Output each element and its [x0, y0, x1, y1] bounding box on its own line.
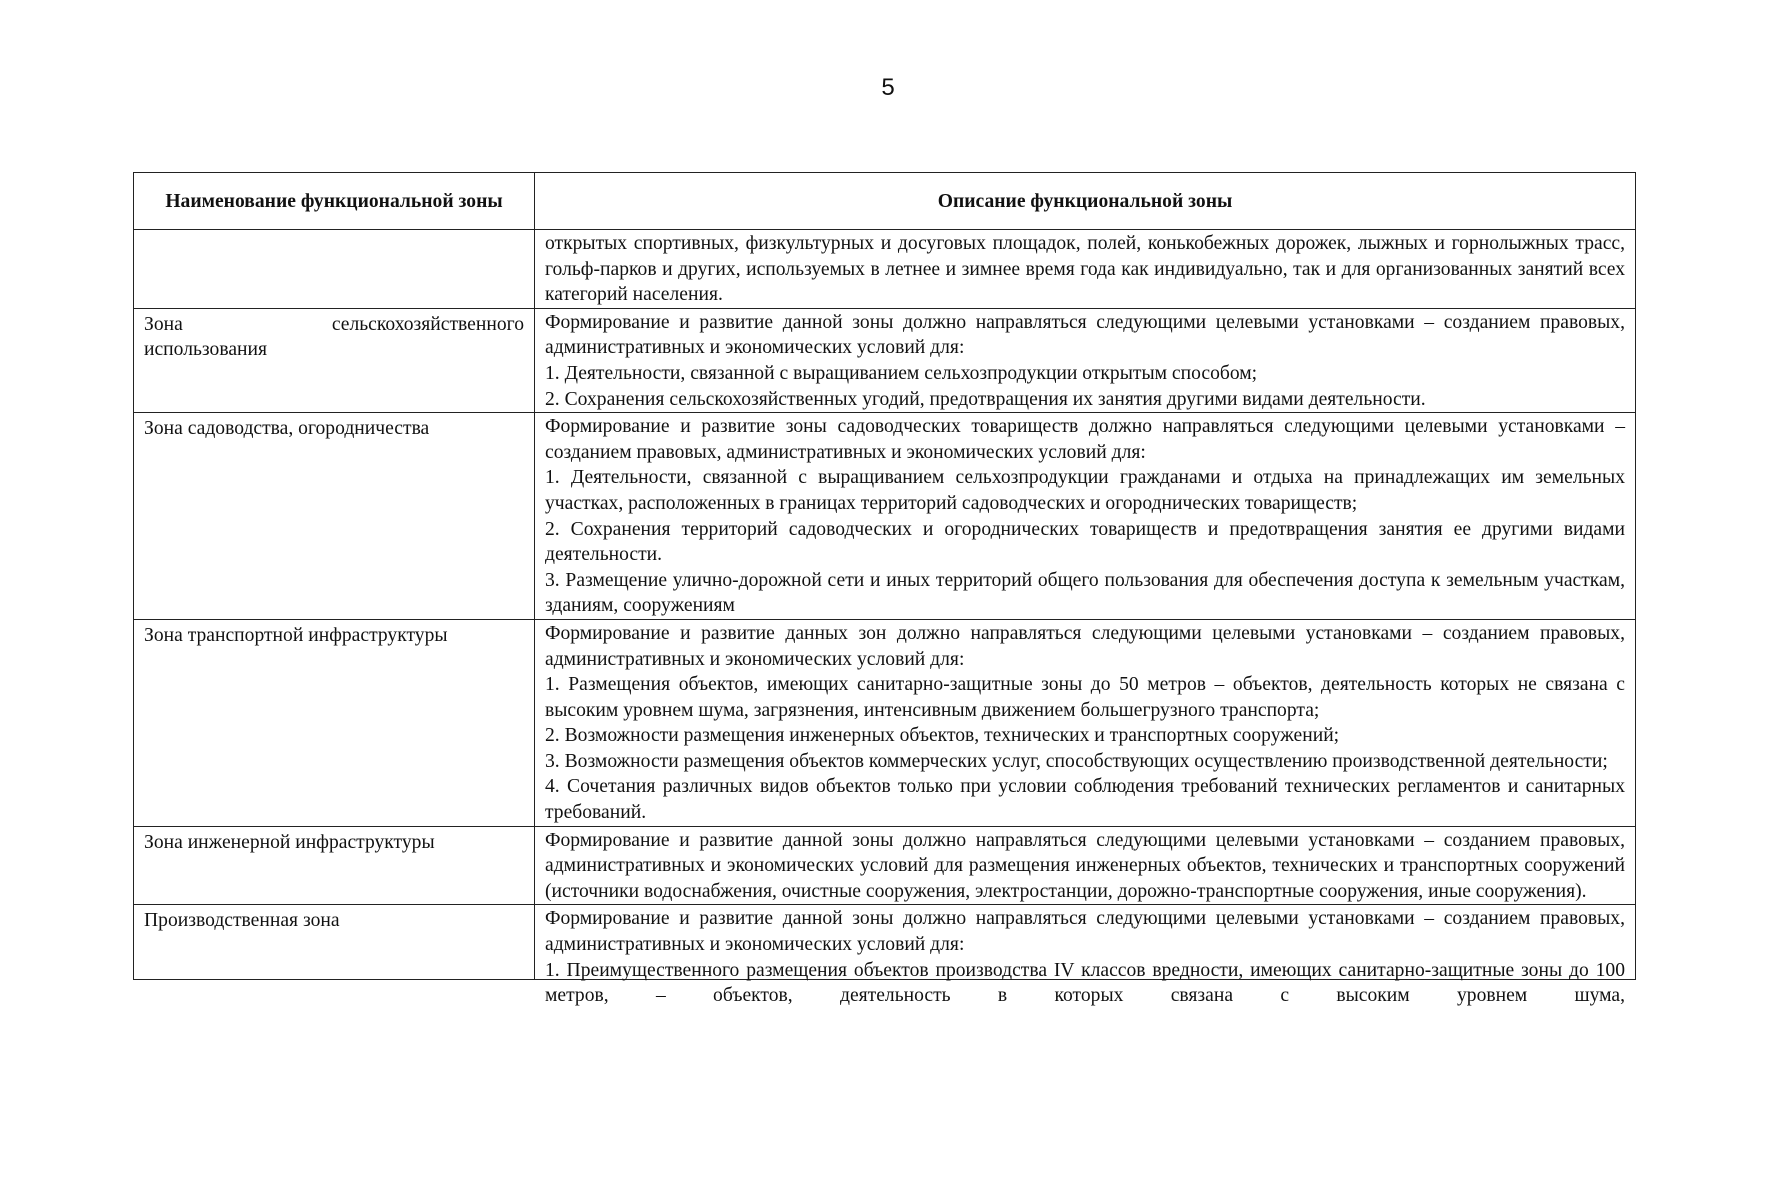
- header-zone-name: Наименование функциональной зоны: [134, 173, 535, 230]
- description-paragraph: Формирование и развитие данной зоны должно направляться следующими целевыми установками – созданием правовых, административных и экономических условий для размещения инженерных объектов, технических и транспортных сооружений (источники водоснабжения, очистные сооружения, электростанции, дорожно-транспортные сооружения, иные сооружения).: [545, 829, 1625, 902]
- zone-description-cell: [535, 905, 1636, 1007]
- header-zone-description: Описание функциональной зоны: [535, 173, 1636, 230]
- description-paragraph: Формирование и развитие данной зоны должно направляться следующими целевыми установками – созданием правовых, административных и экономических условий для:: [545, 908, 1625, 956]
- zone-name-line: использования: [144, 339, 268, 361]
- zone-description-cell: [535, 413, 1636, 620]
- zone-name-line: Зона сельскохозяйственного: [144, 313, 524, 335]
- table-row: [134, 230, 1636, 309]
- table-row: [134, 308, 1636, 412]
- table-header-row: [134, 173, 1636, 230]
- description-paragraph: 4. Сочетания различных видов объектов только при условии соблюдения требований технических регламентов и санитарных требований.: [545, 776, 1625, 824]
- description-paragraph: 1. Размещения объектов, имеющих санитарно-защитные зоны до 50 метров – объектов, деятельность которых не связана с высоким уровнем шума, загрязнения, интенсивным движением большегрузного транспорта;: [545, 674, 1625, 721]
- description-paragraph: открытых спортивных, физкультурных и досуговых площадок, полей, конькобежных дорожек, лыжных и горнолыжных трасс, гольф-парков и других, используемых в летнее и зимнее время года как индивидуально, так и для организованных занятий всех категорий населения.: [545, 233, 1625, 306]
- zone-name-cell: Производственная зона: [134, 905, 535, 980]
- zone-description-cell: [535, 619, 1636, 826]
- page-number: 5: [881, 74, 895, 101]
- zone-name-cell: Зона садоводства, огородничества: [134, 413, 535, 620]
- description-paragraph: Формирование и развитие зоны садоводческих товариществ должно направляться следующими целевыми установками – созданием правовых, административных и экономических условий для:: [545, 416, 1625, 463]
- description-paragraph: 1. Деятельности, связанной с выращиванием сельхозпродукции открытым способом;: [545, 362, 1258, 384]
- table-row: [134, 826, 1636, 905]
- zone-name-cell: [134, 230, 535, 309]
- description-paragraph: 1. Деятельности, связанной с выращиванием сельхозпродукции гражданами и отдыха на принадлежащих им земельных участках, расположенных в границах территорий садоводческих и огороднических товариществ;: [545, 467, 1625, 514]
- zone-description-cell: [535, 308, 1636, 412]
- description-paragraph: 3. Размещение улично-дорожной сети и иных территорий общего пользования для обеспечения доступа к земельным участкам, зданиям, сооружениям: [545, 569, 1625, 617]
- description-paragraph: 2. Сохранения территорий садоводческих и огороднических товариществ и предотвращения занятия ее другими видами деятельности.: [545, 518, 1625, 566]
- table-row: [134, 413, 1636, 620]
- table-row: [134, 905, 1636, 980]
- description-paragraph: Формирование и развитие данной зоны должно направляться следующими целевыми установками – созданием правовых, административных и экономических условий для:: [545, 311, 1625, 359]
- description-paragraph: Формирование и развитие данных зон должно направляться следующими целевыми установками – созданием правовых, административных и экономических условий для:: [545, 622, 1625, 670]
- description-paragraph: 2. Возможности размещения инженерных объектов, технических и транспортных сооружений;: [545, 725, 1340, 747]
- description-clip: [545, 906, 1625, 1007]
- table-row: [134, 619, 1636, 826]
- zone-description-cell: [535, 826, 1636, 905]
- description-paragraph: 2. Сохранения сельскохозяйственных угодий, предотвращения их занятия другими видами деятельности.: [545, 388, 1426, 410]
- zone-description-cell: [535, 230, 1636, 309]
- zone-name-cell: Зона транспортной инфраструктуры: [134, 619, 535, 826]
- zone-name-cell: Зона инженерной инфраструктуры: [134, 826, 535, 905]
- description-paragraph: 1. Преимущественного размещения объектов производства IV классов вредности, имеющих санитарно-защитные зоны до 100 метров, – объектов, деятельность в которых связана с высоким уровнем шума,: [545, 959, 1625, 1007]
- description-paragraph: 3. Возможности размещения объектов коммерческих услуг, способствующих осуществлению производственной деятельности;: [545, 750, 1608, 772]
- functional-zones-table: [133, 172, 1636, 1007]
- zone-name-cell: [134, 308, 535, 412]
